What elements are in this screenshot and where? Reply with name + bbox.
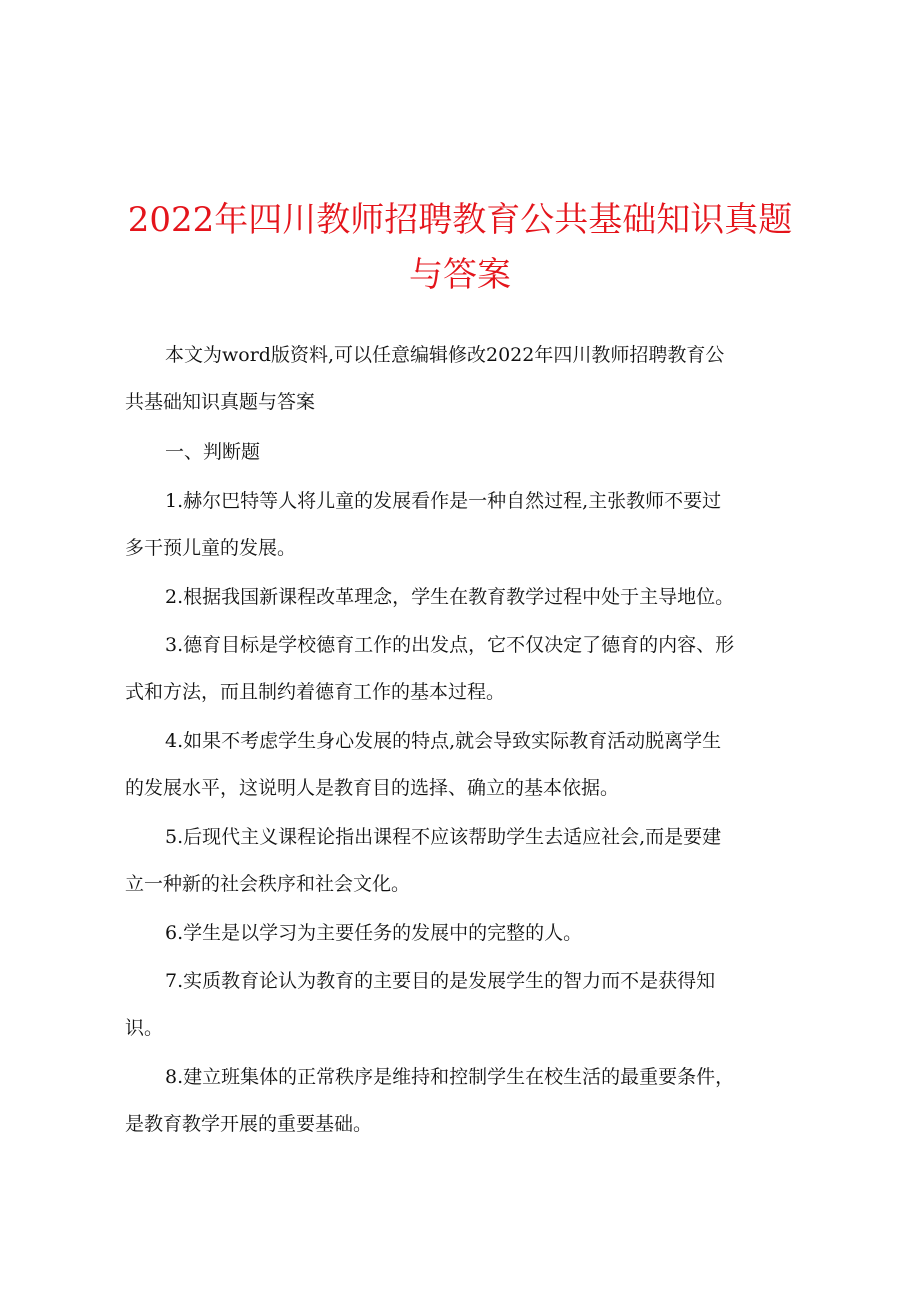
- intro-text-line-2: 共基础知识真题与答案: [125, 391, 316, 413]
- question-8-line-2: 是教育教学开展的重要基础。: [125, 1113, 373, 1135]
- question-2-line-1: 2.根据我国新课程改革理念，学生在教育教学过程中处于主导地位。: [165, 586, 735, 608]
- question-6-line-1: 6.学生是以学习为主要任务的发展中的完整的人。: [165, 922, 583, 944]
- question-4-line-2: 的发展水平，这说明人是教育目的选择、确立的基本依据。: [125, 777, 620, 799]
- question-8-line-1: 8.建立班集体的正常秩序是维持和控制学生在校生活的最重要条件，: [165, 1066, 735, 1088]
- question-7-line-1: 7.实质教育论认为教育的主要目的是发展学生的智力而不是获得知: [165, 970, 716, 992]
- question-1-line-2: 多干预儿童的发展。: [125, 537, 297, 559]
- question-1-line-1: 1.赫尔巴特等人将儿童的发展看作是一种自然过程,主张教师不要过: [165, 490, 722, 512]
- question-4-line-1: 4.如果不考虑学生身心发展的特点,就会导致实际教育活动脱离学生: [165, 730, 722, 752]
- document-title-line-2: 与答案: [409, 255, 511, 295]
- question-5-line-2: 立一种新的社会秩序和社会文化。: [125, 873, 411, 895]
- question-5-line-1: 5.后现代主义课程论指出课程不应该帮助学生去适应社会,而是要建: [165, 826, 722, 848]
- document-title-line-1: 2022年四川教师招聘教育公共基础知识真题: [127, 200, 793, 240]
- intro-text-line-1: 本文为word版资料,可以任意编辑修改2022年四川教师招聘教育公: [165, 344, 725, 366]
- section-heading: 一、判断题: [165, 441, 261, 463]
- question-3-line-1: 3.德育目标是学校德育工作的出发点，它不仅决定了德育的内容、形: [165, 634, 735, 656]
- question-3-line-2: 式和方法，而且制约着德育工作的基本过程。: [125, 681, 506, 703]
- question-7-line-2: 识。: [125, 1017, 164, 1039]
